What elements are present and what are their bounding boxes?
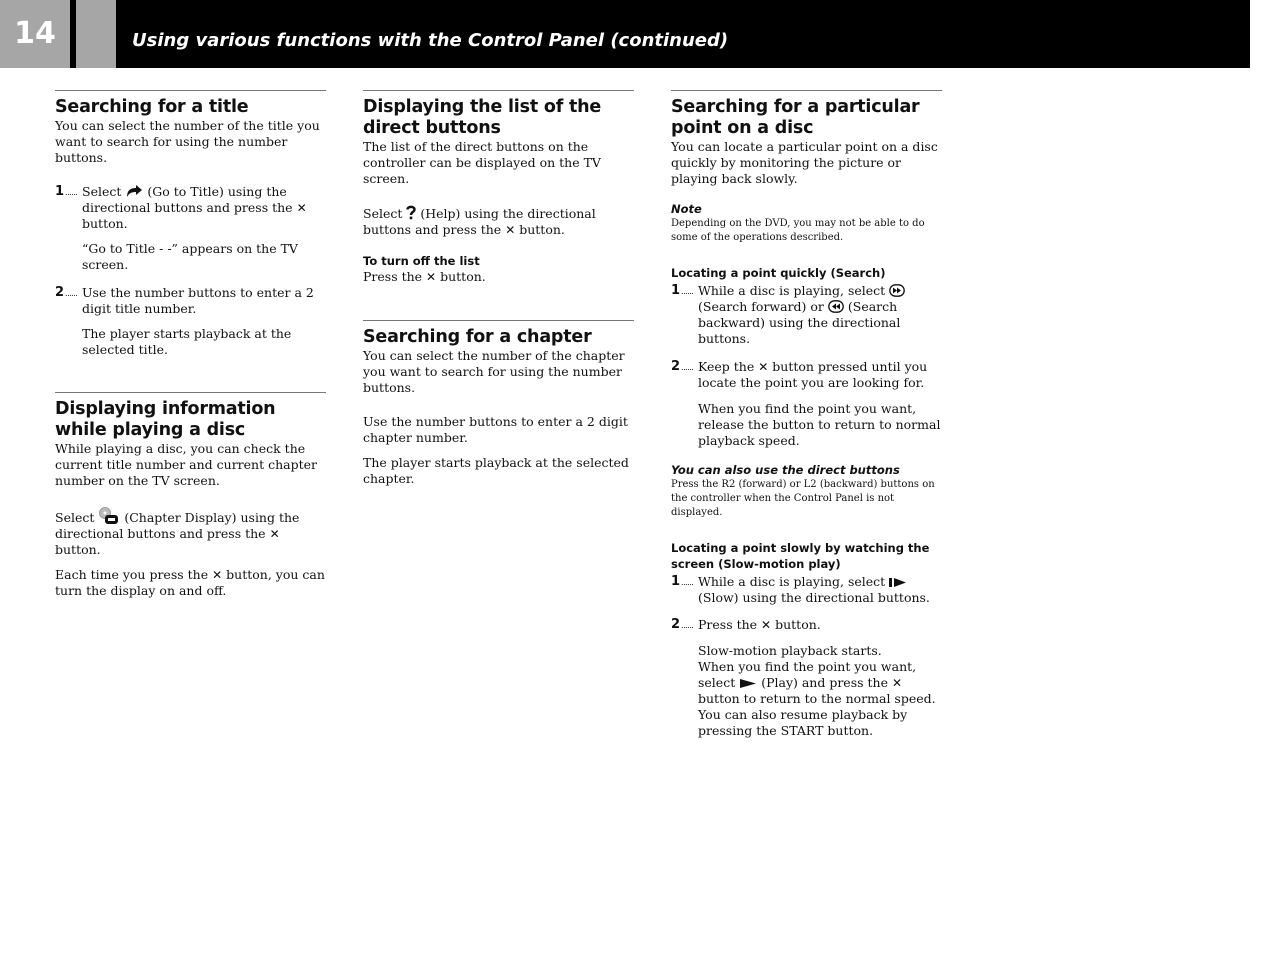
step-text: button. [82, 216, 128, 231]
section-heading: Searching for a title [55, 97, 249, 117]
section-intro: While playing a disc, you can check the current title number and current chapter number on the TV screen. [55, 441, 317, 488]
page-number: 14 [0, 0, 70, 68]
note-text: Press the R2 (forward) or L2 (backward) buttons on the controller when the Control Panel is not displayed. [671, 479, 935, 518]
header-strip [76, 0, 116, 68]
note-text: Depending on the DVD, you may not be able to do some of the operations described. [671, 218, 925, 243]
step-result: When you find the point you want, release the button to return to normal playback speed. [698, 401, 941, 448]
cross-icon: ✕ [761, 618, 772, 632]
sub-heading: Locating a point quickly (Search) [671, 266, 886, 280]
step-number: 2 ...... [671, 617, 693, 634]
step-text: Use the number buttons to enter a 2 digit title number. [82, 285, 314, 316]
sub-heading: To turn off the list [363, 254, 480, 268]
instruction: Press the ✕ button. [363, 269, 486, 284]
instruction: Select (Help) using the directional buttons and press the ✕ button. [363, 206, 596, 237]
cross-icon: ✕ [891, 676, 903, 690]
cross-icon: ✕ [758, 360, 769, 374]
instruction: Select (Chapter Display) using the directional buttons and press the ✕ button. [55, 507, 326, 558]
chapter-display-icon [98, 507, 120, 525]
note-label: You can also use the direct buttons [671, 463, 900, 477]
section-heading: Displaying information while playing a disc [55, 399, 276, 440]
column-2 [363, 90, 634, 487]
slow-icon [889, 577, 907, 588]
step-1 [55, 184, 326, 232]
step-number: 2 ...... [671, 359, 693, 376]
instruction: Use the number buttons to enter a 2 digit chapter number. [363, 414, 628, 445]
step-result: “Go to Title - -” appears on the TV screen. [82, 241, 298, 272]
step-result: Slow-motion playback starts. [698, 643, 882, 658]
step-text: (Go to Title) using the directional buttons and press the [82, 184, 293, 215]
sub-heading: Locating a point slowly by watching the screen (Slow-motion play) [671, 541, 930, 571]
cross-icon: ✕ [505, 223, 516, 237]
note-label: Note [671, 202, 702, 216]
section-heading: Searching for a particular point on a disc [671, 97, 920, 138]
result: The player starts playback at the selected chapter. [363, 455, 629, 486]
step-text: Select [82, 184, 122, 199]
question-mark-icon [406, 205, 416, 220]
column-3 [671, 90, 942, 739]
step-2 [55, 285, 326, 317]
section-display-info [55, 392, 326, 599]
step-number: 1 ...... [671, 283, 693, 300]
column-1 [55, 90, 326, 599]
step-result: You can also resume playback by pressing the START button. [698, 707, 908, 738]
section-chapter-search [363, 320, 634, 487]
section-intro: You can select the number of the chapter you want to search for using the number buttons. [363, 348, 625, 395]
section-heading: Displaying the list of the direct buttons [363, 97, 602, 138]
cross-icon: ✕ [426, 270, 437, 284]
step-1: 1 ...... While a disc is playing, select (Search forward) or (Search backward) using the directional buttons. [671, 283, 942, 347]
section-searching-title [55, 90, 326, 358]
search-backward-icon [828, 300, 844, 313]
step-number: 1 ...... [55, 184, 77, 201]
section-direct-list [363, 90, 634, 285]
cross-icon: ✕ [296, 201, 307, 215]
step-2: 2 ...... Press the ✕ button. [671, 617, 942, 633]
section-heading: Searching for a chapter [363, 327, 592, 347]
search-forward-icon [889, 284, 905, 297]
section-intro: The list of the direct buttons on the controller can be displayed on the TV screen. [363, 139, 601, 186]
step-1: 1 ...... While a disc is playing, select (Slow) using the directional buttons. [671, 574, 942, 606]
step-2: 2 ...... Keep the ✕ button pressed until you locate the point you are looking for. [671, 359, 942, 391]
step-result: When you find the point you want, select (Play) and press the ✕ button to return to the normal speed. [698, 659, 936, 706]
cross-icon: ✕ [212, 568, 223, 582]
section-intro: You can locate a particular point on a disc quickly by monitoring the picture or playing back slowly. [671, 139, 938, 186]
page-title: Using various functions with the Control Panel (continued) [132, 30, 729, 51]
step-result: The player starts playback at the selected title. [82, 326, 292, 357]
step-number: 2 ...... [55, 285, 77, 302]
play-icon [739, 678, 757, 689]
instruction: Each time you press the ✕ button, you can turn the display on and off. [55, 567, 325, 598]
cross-icon: ✕ [269, 527, 280, 541]
curved-arrow-icon [125, 184, 143, 198]
section-particular-point [671, 90, 942, 739]
section-intro: You can select the number of the title you want to search for using the number buttons. [55, 118, 320, 165]
step-number: 1 ...... [671, 574, 693, 591]
